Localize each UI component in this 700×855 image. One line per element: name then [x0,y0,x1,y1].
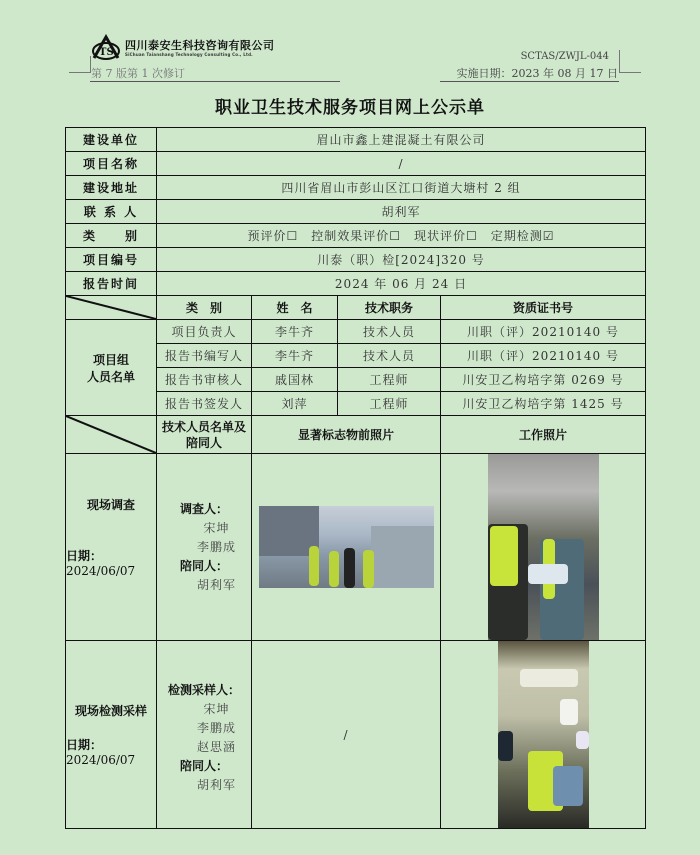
companion-name: 胡利军 [196,778,236,792]
team-cert: 川安卫乙构培字第 1425 号 [441,392,646,416]
info-row [66,176,646,200]
landmark-photo-placeholder: / [252,641,441,829]
team-group-label: 项目组 人员名单 [66,320,157,416]
photo-header-row [66,416,646,454]
section-date: 2024/06/07 [66,753,136,767]
staff-name: 宋坤 [203,521,230,535]
info-row [66,248,646,272]
svg-text:TS: TS [99,47,114,58]
info-row [66,272,646,296]
team-header: 技术职务 [338,296,441,320]
info-value: / [157,152,646,176]
work-photo-image [498,641,589,828]
date-label: 日期： [66,738,103,752]
info-label: 项目名称 [66,152,157,176]
team-title: 技术人员 [338,320,441,344]
document-code: SCTAS/ZWJL-044 [520,51,609,62]
header-divider [69,72,91,73]
team-role: 报告书签发人 [157,392,252,416]
info-label: 建设地址 [66,176,157,200]
photo-header-staff: 技术人员名单及陪同人 [157,416,252,454]
team-cert: 川职（评）20210140 号 [441,320,646,344]
company-logo [90,34,275,62]
info-row [66,200,646,224]
team-name: 刘萍 [252,392,338,416]
team-row [66,320,646,344]
team-title: 工程师 [338,368,441,392]
companion-label: 陪同人： [179,759,228,773]
staff-name: 李鹏成 [196,540,236,554]
info-row [66,128,646,152]
survey-section [66,454,157,641]
team-title: 工程师 [338,392,441,416]
info-label: 类 别 [66,224,157,248]
info-row [66,152,646,176]
info-value: 胡利军 [157,200,646,224]
version-label: 第 7 版第 1 次修订 [91,67,185,80]
diagonal-cell [66,416,157,454]
info-label: 报告时间 [66,272,157,296]
team-cert: 川职（评）20210140 号 [441,344,646,368]
effective-date: 实施日期：2023 年 08 月 17 日 [456,67,618,80]
work-photo-cell [441,454,646,641]
info-label: 项目编号 [66,248,157,272]
sampling-row [66,641,646,829]
team-role: 项目负责人 [157,320,252,344]
publicity-table [65,127,646,829]
page-title: 职业卫生技术服务项目网上公示单 [215,98,485,118]
section-name: 现场检测采样 [74,704,147,718]
header-divider [619,72,641,73]
survey-row [66,454,646,641]
section-date: 2024/06/07 [66,564,136,578]
info-value: 四川省眉山市彭山区江口街道大塘村 2 组 [157,176,646,200]
info-value: 川泰（职）检[2024]320 号 [157,248,646,272]
team-name: 戚国林 [252,368,338,392]
team-header: 类 别 [157,296,252,320]
team-name: 李牛齐 [252,320,338,344]
info-row [66,224,646,248]
group-photo-image [259,506,434,588]
companion-label: 陪同人： [179,559,228,573]
sampling-section [66,641,157,829]
header-underline [90,81,340,82]
section-name: 现场调查 [86,498,135,512]
info-value: 眉山市鑫上建混凝土有限公司 [157,128,646,152]
category-checkboxes: 预评价☐ 控制效果评价☐ 现状评价☐ 定期检测☑ [157,224,646,248]
work-photo-cell [441,641,646,829]
logo-ts-icon [90,34,122,62]
info-value: 2024 年 06 月 24 日 [157,272,646,296]
company-name-cn: 四川泰安生科技咨询有限公司 [125,38,275,52]
work-photo-image [488,454,599,640]
header-divider [619,50,620,73]
diagonal-cell [66,296,157,320]
landmark-photo-cell [252,454,441,641]
team-cert: 川安卫乙构培字第 0269 号 [441,368,646,392]
info-label: 联 系 人 [66,200,157,224]
team-role: 报告书审核人 [157,368,252,392]
header-underline [440,81,619,82]
sampling-people [157,641,252,829]
team-title: 技术人员 [338,344,441,368]
team-header: 姓 名 [252,296,338,320]
photo-header-work: 工作照片 [441,416,646,454]
staff-label: 检测采样人： [167,683,240,697]
team-role: 报告书编写人 [157,344,252,368]
staff-label: 调查人： [179,502,228,516]
team-name: 李牛齐 [252,344,338,368]
photo-header-landmark: 显著标志物前照片 [252,416,441,454]
staff-name: 李鹏成 [196,721,236,735]
companion-name: 胡利军 [196,578,236,592]
team-header-row [66,296,646,320]
team-header: 资质证书号 [441,296,646,320]
info-label: 建设单位 [66,128,157,152]
company-name-en: SiChuan Taianshang Technology Consulting Co., Ltd. [125,51,253,57]
date-label: 日期： [66,549,103,563]
survey-people [157,454,252,641]
staff-name: 宋坤 [203,702,230,716]
staff-name: 赵思涵 [196,740,236,754]
